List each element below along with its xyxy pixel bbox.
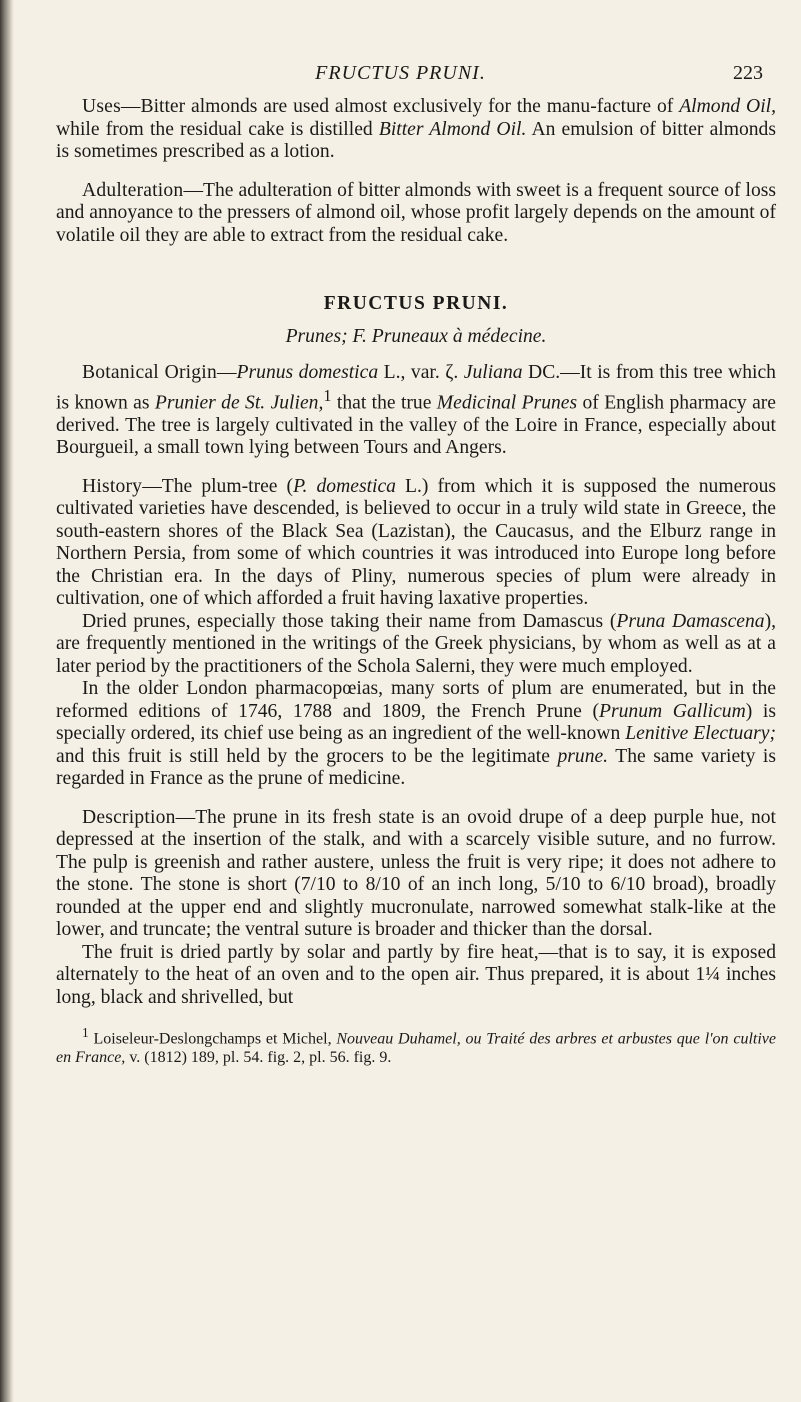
page-number: 223 [733, 62, 763, 84]
heading-adulteration: Adulteration [82, 179, 184, 201]
section-title: FRUCTUS PRUNI. [323, 293, 509, 314]
heading-description: Description [82, 806, 176, 828]
paragraph-description: Description—The prune in its fresh state is an ovoid drupe of a deep purple hue, not depressed at the insertion of the stalk, and with a scarcely visible suture, and no furrow. The pulp is greenish and rather austere, unless the fruit is very ripe; it does not adhere to the stone. The stone is short (7/10 to 8/10 of an inch long, 5/10 to 6/10 broad), broadly rounded at the upper end and slightly mucronulate, narrowed somewhat stalk-like at the lower, and truncate; the ventral suture is broader and thicker than the dorsal. [56, 806, 777, 941]
fraction: 8/10 [365, 874, 401, 896]
fraction: 7/10 [300, 874, 336, 896]
paragraph-history: History—The plum-tree (P. domestica L.) from which it is supposed the numerous cultivated varieties have descended, is believed to occur in a truly wild state in Greece, the south-eastern shores of the Black Sea (Lazistan), the Caucasus, and the Elburz range in Northern Persia, from some of which countries it was introduced into Europe long before the Christian era. In the days of Pliny, numerous species of plum were already in cultivation, one of which afforded a fruit having laxative properties. [56, 475, 777, 610]
fraction: 5/10 [545, 874, 581, 896]
heading-botanical-origin: Botanical Origin [82, 362, 217, 383]
fraction: 6/10 [610, 874, 646, 896]
paragraph-botanical-origin: Botanical Origin—Prunus domestica L., var. ζ. Juliana DC.—It is from this tree which is known as Prunier de St. Julien,$^1$ that the true Medicinal Prunes of English pharmacy are derived. The tree is largely cultivated in the valley of the Loire in France, especially about Bourgueil, a small town lying between Tours and Angers. [56, 362, 776, 459]
section-subtitle: Prunes; F. Pruneaux à médecine. [285, 325, 547, 347]
paragraph-drying: The fruit is dried partly by solar and partly by fire heat,—that is to say, it is exposed alternately to the heat of an oven and to the open air. Thus prepared, it is about 1¼ inches long, black and shrivelled, but [56, 941, 776, 1008]
paragraph-adulteration: Adulteration—The adulteration of bitter almonds with sweet is a frequent source of loss and annoyance to the pressers of almond oil, whose profit largely depends on the amount of volatile oil they are able to extract from the residual cake. [56, 179, 776, 246]
footnote-mark: 1 [82, 1025, 89, 1041]
heading-uses: Uses [82, 96, 121, 117]
running-title: FRUCTUS PRUNI. [315, 62, 486, 84]
heading-history: History [82, 475, 143, 497]
gutter-shadow [0, 0, 14, 1402]
paragraph-pharmacopoeias: In the older London pharmacopœias, many sorts of plum are enumerated, but in the reformed editions of 1746, 1788 and 1809, the French Prune (Prunum Gallicum) is specially ordered, its chief use being as an ingredient of the well-known Lenitive Electuary; and this fruit is still held by the grocers to be the legitimate prune. The same variety is regarded in France as the prune of medicine. [56, 678, 776, 790]
page-header [0, 62, 801, 92]
paragraph-uses: Uses—Bitter almonds are used almost exclusively for the manu-facture of Almond Oil, while from the residual cake is distilled Bitter Almond Oil. An emulsion of bitter almonds is sometimes prescribed as a lotion. [56, 96, 776, 162]
footnote-ref: 1 [323, 385, 332, 405]
body-text [56, 96, 776, 1067]
paragraph-dried-prunes: Dried prunes, especially those taking their name from Damascus (Pruna Damascena), are frequently mentioned in the writings of the Greek physicians, by whom as well as at a later period by the practitioners of the Schola Salerni, they were much employed. [56, 610, 777, 677]
footnote: $^1$ Loiseleur-Deslongchamps et Michel, Nouveau Duhamel, ou Traité des arbres et arbustes que l'on cultive en France, v. (1812) 189, pl. 54. fig. 2, pl. 56. fig. 9. [56, 1025, 776, 1067]
